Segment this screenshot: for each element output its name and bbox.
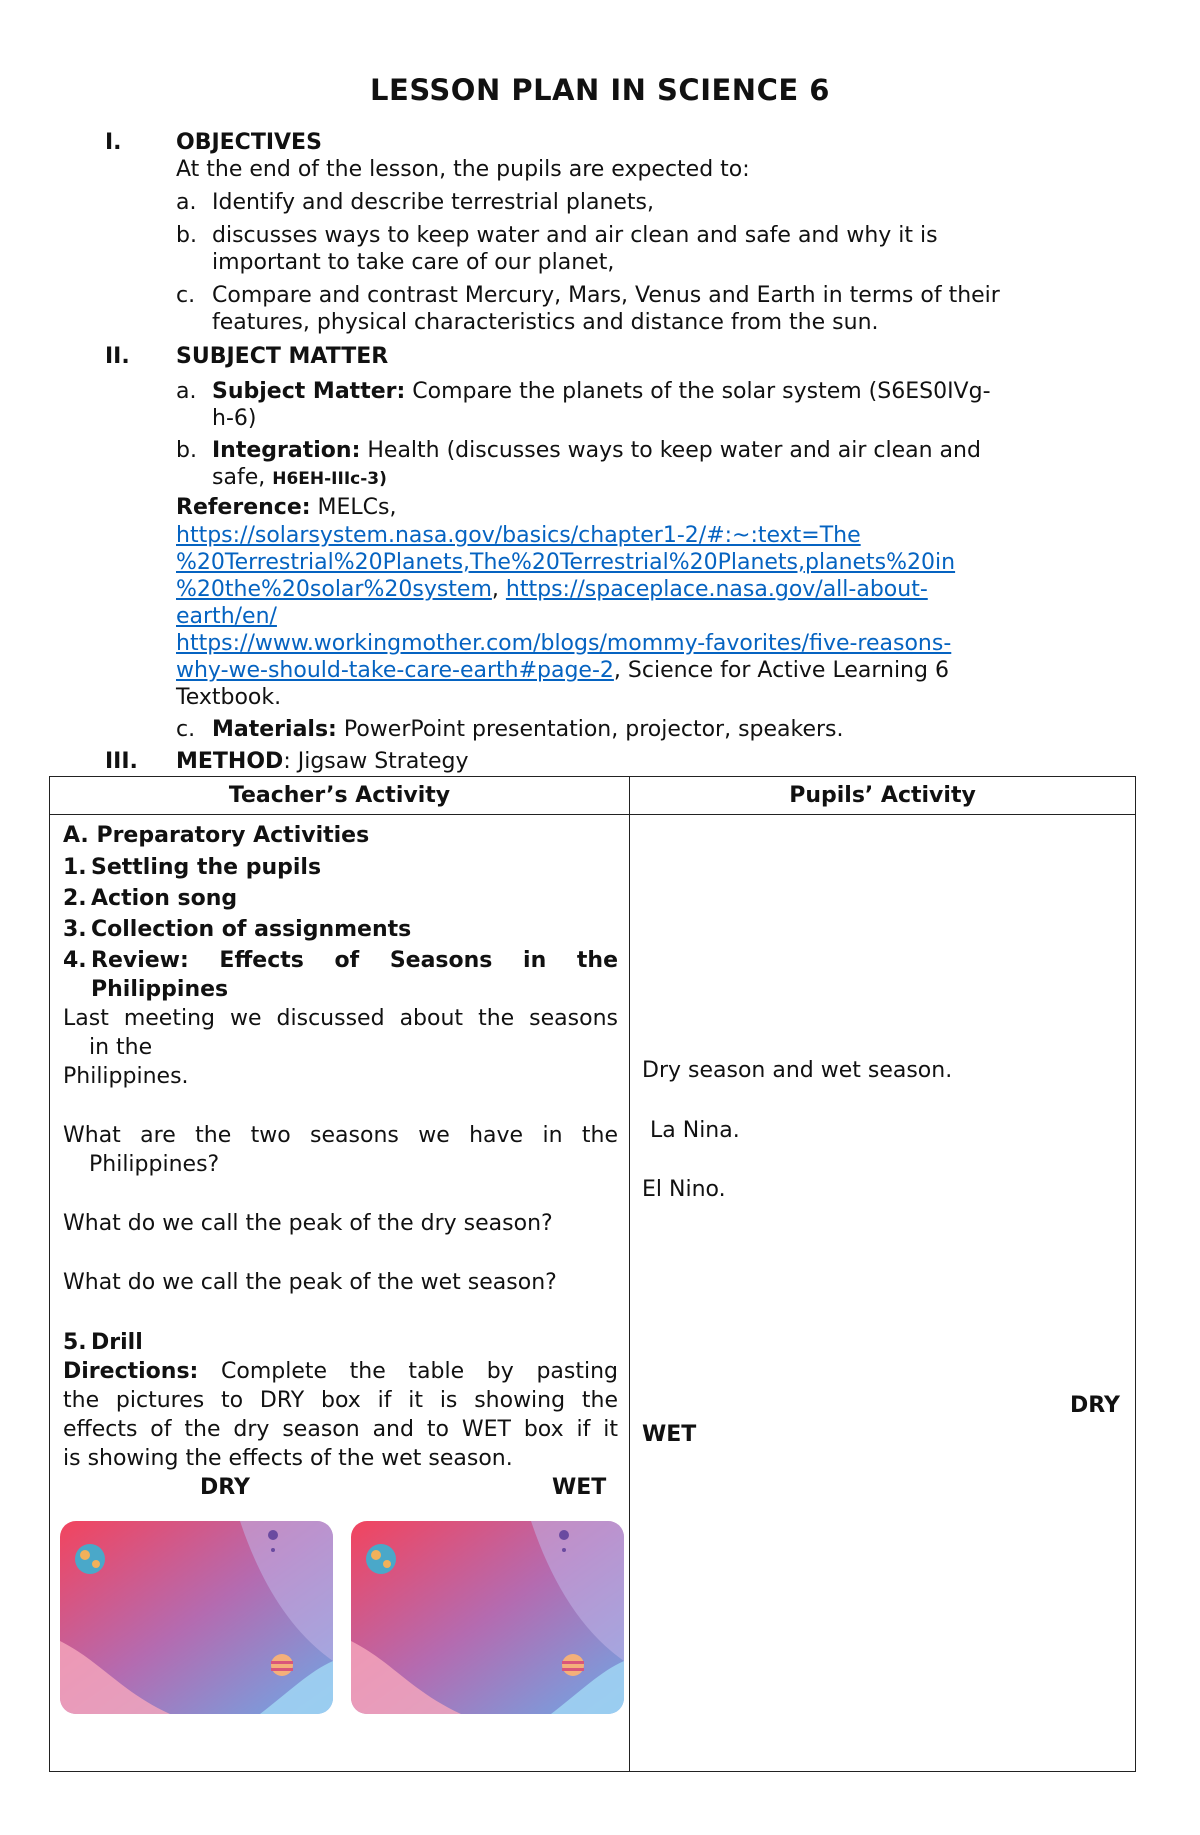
list-marker: c. — [176, 717, 196, 742]
activity-table — [49, 776, 1136, 1772]
wet-box-label: WET — [642, 1422, 697, 1447]
step-label: Settling the pupils — [91, 855, 322, 880]
reference-link-workingmother[interactable]: https://www.workingmother.com/blogs/mommy-favorites/five-reasons- — [176, 631, 952, 656]
drill-heading: Drill — [91, 1330, 143, 1355]
reference-textbook: , Science for Active Learning 6 — [613, 658, 949, 683]
objective-item — [176, 189, 1056, 216]
answer-wet-peak: El Nino. — [642, 1177, 726, 1202]
materials-label: Materials: — [212, 717, 337, 742]
directions-cont: effects of the dry season and to WET box if it — [63, 1417, 618, 1442]
drill-number: 5. — [63, 1330, 87, 1355]
question-seasons: What are the two seasons we have in the — [63, 1123, 618, 1148]
column-divider — [629, 777, 630, 1771]
subject-number: II. — [105, 344, 130, 369]
directions-cont: the pictures to DRY box if it is showing the — [63, 1388, 618, 1413]
subject-label: Subject Matter: — [212, 379, 406, 404]
list-marker: c. — [176, 283, 196, 308]
preparatory-heading: A. Preparatory Activities — [63, 823, 370, 848]
list-marker: b. — [176, 223, 197, 248]
reference-link-nasa-solarsystem[interactable]: https://solarsystem.nasa.gov/basics/chapter1-2/#:~:text=The — [176, 523, 861, 548]
review-number: 4. — [63, 948, 87, 973]
step-number: 3. — [63, 917, 87, 942]
season-picture-card[interactable] — [351, 1521, 624, 1714]
space-illustration — [60, 1521, 333, 1714]
question-seasons-cont: Philippines? — [89, 1152, 220, 1177]
method-text: : Jigsaw Strategy — [283, 749, 469, 774]
directions — [63, 1358, 618, 1385]
reference-link-workingmother-cont[interactable]: why-we-should-take-care-earth#page-2 — [176, 658, 614, 683]
materials-item — [176, 716, 1056, 743]
step-number: 2. — [63, 886, 87, 911]
reference-textbook-cont: Textbook. — [176, 685, 282, 710]
review-heading: Review: Effects of Seasons in the — [91, 948, 618, 973]
dry-box-label: DRY — [1070, 1393, 1120, 1418]
objectives-number: I. — [105, 130, 122, 155]
subject-text: Compare the planets of the solar system (S6ES0IVg- — [405, 379, 991, 404]
materials-text: PowerPoint presentation, projector, speakers. — [336, 717, 844, 742]
objective-text: discusses ways to keep water and air clean and safe and why it is — [212, 223, 938, 248]
header-teacher-activity: Teacher’s Activity — [228, 783, 451, 808]
answer-dry-peak: La Nina. — [650, 1118, 740, 1143]
step-label: Action song — [91, 886, 238, 911]
integration-text-cont: safe, — [212, 465, 273, 490]
list-marker: a. — [176, 190, 197, 215]
header-pupils-activity: Pupils’ Activity — [789, 783, 976, 808]
objective-text-cont: features, physical characteristics and distance from the sun. — [212, 310, 879, 335]
dry-label: DRY — [200, 1475, 250, 1500]
reference-link-nasa-solarsystem-cont[interactable]: %20Terrestrial%20Planets,The%20Terrestrial%20Planets,planets%20in — [176, 550, 956, 575]
reference-text: MELCs, — [310, 495, 397, 520]
reference-link-spaceplace-cont[interactable]: earth/en/ — [176, 604, 277, 629]
integration-code: H6EH-IIIc-3) — [272, 469, 387, 489]
question-wet-peak: What do we call the peak of the wet season? — [63, 1270, 557, 1295]
subject-text-cont: h-6) — [212, 406, 257, 431]
objectives-intro: At the end of the lesson, the pupils are expected to: — [176, 157, 750, 182]
method-heading: METHOD — [176, 749, 284, 774]
directions-text: Complete the table by pasting — [198, 1359, 618, 1384]
reference-link-nasa-solarsystem-end[interactable]: %20the%20solar%20system — [176, 577, 492, 602]
objective-text-cont: important to take care of our planet, — [212, 250, 615, 275]
review-heading-cont: Philippines — [91, 977, 229, 1002]
method-number: III. — [105, 749, 138, 774]
reference-links — [176, 522, 1076, 711]
reference-label: Reference: — [176, 495, 311, 520]
reference-separator: , — [491, 577, 506, 602]
objective-text: Compare and contrast Mercury, Mars, Venus and Earth in terms of their — [212, 283, 1000, 308]
wet-label: WET — [552, 1475, 607, 1500]
step-label: Collection of assignments — [91, 917, 412, 942]
objectives-heading: OBJECTIVES — [176, 130, 322, 155]
integration-label: Integration: — [212, 438, 361, 463]
subject-item — [176, 378, 1056, 432]
objective-item — [176, 282, 1056, 336]
question-dry-peak: What do we call the peak of the dry season? — [63, 1211, 553, 1236]
integration-text: Health (discusses ways to keep water and air clean and — [360, 438, 981, 463]
objective-text: Identify and describe terrestrial planets, — [212, 190, 654, 215]
integration-item — [176, 437, 1056, 493]
review-intro-cont: in the — [89, 1035, 153, 1060]
review-intro-end: Philippines. — [63, 1064, 189, 1089]
reference-link-spaceplace[interactable]: https://spaceplace.nasa.gov/all-about- — [505, 577, 928, 602]
objective-item — [176, 222, 1056, 276]
review-intro: Last meeting we discussed about the seasons — [63, 1006, 618, 1031]
season-picture-card[interactable] — [60, 1521, 333, 1714]
step-number: 1. — [63, 855, 87, 880]
page-title: LESSON PLAN IN SCIENCE 6 — [370, 73, 830, 107]
subject-heading: SUBJECT MATTER — [176, 344, 389, 369]
answer-two-seasons: Dry season and wet season. — [642, 1058, 953, 1083]
method — [176, 748, 1076, 775]
list-marker: a. — [176, 379, 197, 404]
directions-end: is showing the effects of the wet season. — [63, 1446, 513, 1471]
reference — [176, 494, 1076, 521]
directions-label: Directions: — [63, 1359, 199, 1384]
list-marker: b. — [176, 438, 197, 463]
space-illustration — [351, 1521, 624, 1714]
